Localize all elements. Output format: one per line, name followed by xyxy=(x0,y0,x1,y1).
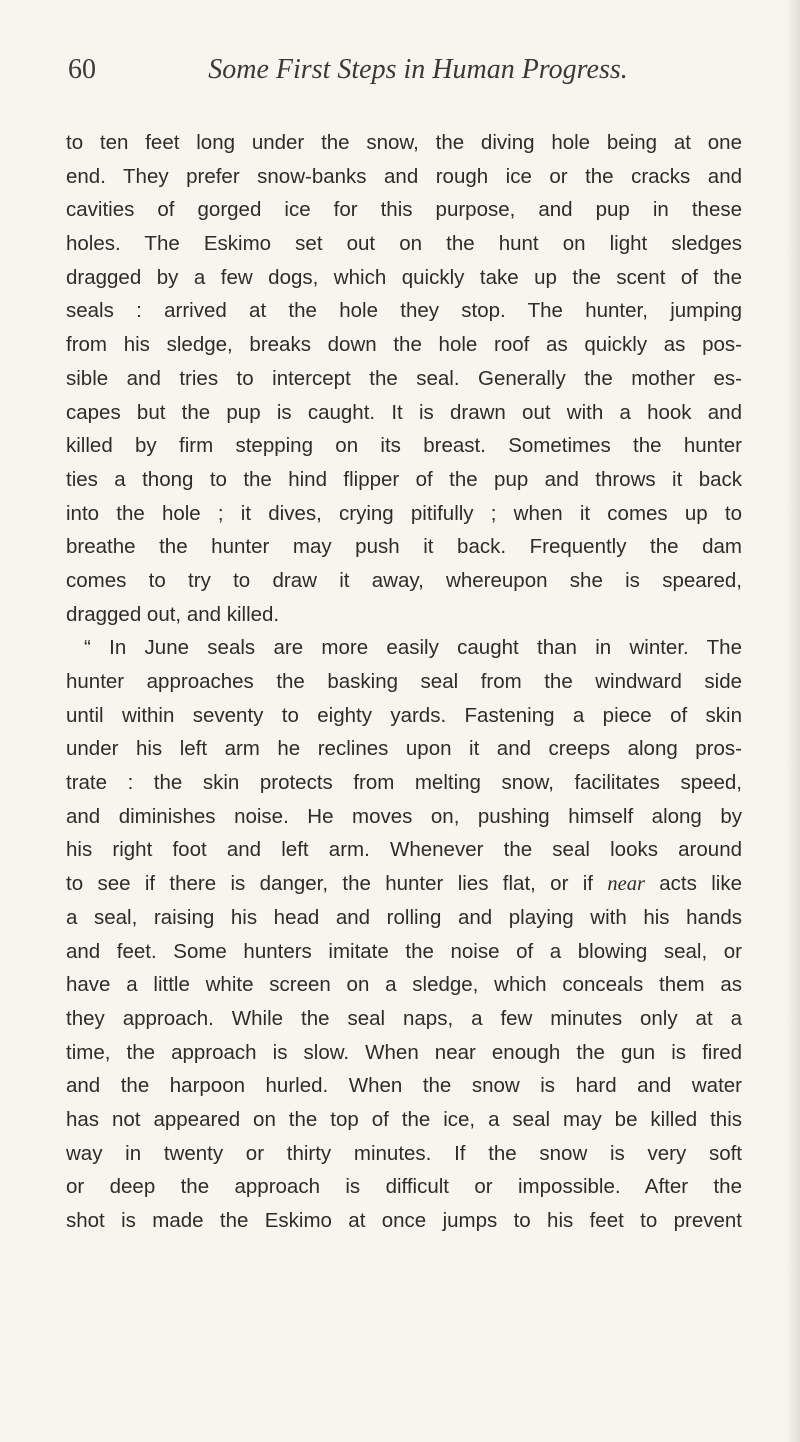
text-line: way in twenty or thirty minutes. If the snow is very soft xyxy=(66,1141,742,1165)
text-line: or deep the approach is difficult or impossible. After the xyxy=(66,1175,742,1199)
body-text xyxy=(66,126,742,1238)
text-line: “ In June seals are more easily caught than in winter. The xyxy=(84,636,742,660)
text-line: a seal, raising his head and rolling and playing with his hands xyxy=(66,905,742,929)
page-number: 60 xyxy=(68,54,96,85)
page-edge-shadow xyxy=(786,0,800,1442)
text-line: and diminishes noise. He moves on, pushing himself along by xyxy=(66,804,742,828)
text-line-with-italic xyxy=(66,867,742,901)
text-line: has not appeared on the top of the ice, a seal may be killed this xyxy=(66,1107,742,1131)
text-line: dragged out, and killed. xyxy=(66,602,280,626)
text-line: have a little white screen on a sledge, which conceals them as xyxy=(66,973,742,997)
text-line: his right foot and left arm. Whenever the seal looks around xyxy=(66,838,742,862)
text-line: shot is made the Eskimo at once jumps to his feet to prevent xyxy=(66,1209,742,1232)
text-line: under his left arm he reclines upon it and creeps along pros- xyxy=(66,737,742,761)
page-header xyxy=(68,50,768,90)
text-line: killed by firm stepping on its breast. Sometimes the hunter xyxy=(66,434,742,458)
text-fragment: to see if there is danger, the hunter lies flat, or if xyxy=(66,872,594,896)
text-line: end. They prefer snow-banks and rough ice or the cracks and xyxy=(66,164,742,188)
text-line: trate : the skin protects from melting snow, facilitates speed, xyxy=(66,771,742,795)
text-line: cavities of gorged ice for this purpose, and pup in these xyxy=(66,198,742,222)
text-line: hunter approaches the basking seal from the windward side xyxy=(66,670,742,693)
text-line: ties a thong to the hind flipper of the pup and throws it back xyxy=(66,467,742,491)
text-line: they approach. While the seal naps, a few minutes only at a xyxy=(66,1006,742,1030)
text-line: from his sledge, breaks down the hole roof as quickly as pos- xyxy=(66,333,742,357)
text-line: capes but the pup is caught. It is drawn out with a hook and xyxy=(66,400,742,424)
text-line: and the harpoon hurled. When the snow is hard and water xyxy=(66,1074,742,1098)
text-line: until within seventy to eighty yards. Fastening a piece of skin xyxy=(66,703,742,727)
text-line: comes to try to draw it away, whereupon she is speared, xyxy=(66,568,742,592)
text-line: time, the approach is slow. When near enough the gun is fired xyxy=(66,1040,742,1064)
text-fragment: acts like xyxy=(659,872,742,896)
text-line: to ten feet long under the snow, the diving hole being at one xyxy=(66,131,742,154)
text-line: sible and tries to intercept the seal. Generally the mother es- xyxy=(66,366,742,390)
text-line: into the hole ; it dives, crying pitifully ; when it comes up to xyxy=(66,501,742,525)
italic-word: near xyxy=(607,873,645,896)
text-line: and feet. Some hunters imitate the noise of a blowing seal, or xyxy=(66,939,742,963)
text-line: dragged by a few dogs, which quickly take up the scent of the xyxy=(66,265,742,289)
text-line: breathe the hunter may push it back. Frequently the dam xyxy=(66,535,742,559)
running-title: Some First Steps in Human Progress. xyxy=(208,54,628,85)
text-line: seals : arrived at the hole they stop. The hunter, jumping xyxy=(66,299,742,323)
text-line: holes. The Eskimo set out on the hunt on light sledges xyxy=(66,232,742,256)
